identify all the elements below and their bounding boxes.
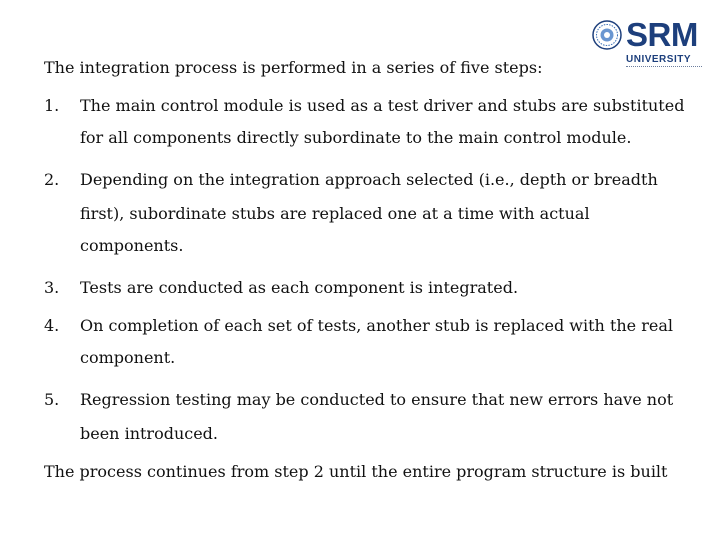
step-4-line-1: On completion of each set of tests, another stub is replaced with the real	[80, 316, 673, 335]
step-2-line-2: first), subordinate stubs are replaced one at a time with actual	[80, 204, 590, 223]
step-3-line-1: Tests are conducted as each component is integrated.	[80, 278, 519, 297]
srm-university-logo	[592, 14, 704, 76]
step-1-line-2: for all components directly subordinate to the main control module.	[80, 128, 632, 147]
step-5-line-2: been introduced.	[80, 424, 219, 443]
step-1-line-1: The main control module is used as a test driver and stubs are substituted	[80, 96, 685, 115]
step-5-line-1: Regression testing may be conducted to ensure that new errors have not	[80, 390, 674, 409]
logo-subtitle: UNIVERSITY	[626, 54, 692, 65]
step-2-line-3: components.	[80, 236, 184, 255]
step-1-number: 1.	[44, 96, 60, 115]
university-seal-icon	[592, 20, 622, 50]
logo-wordmark: SRM	[626, 16, 698, 53]
step-4-line-2: component.	[80, 348, 176, 367]
intro-text: The integration process is performed in a series of five steps:	[44, 58, 543, 77]
logo-tagline-mark	[626, 66, 702, 70]
step-3-number: 3.	[44, 278, 60, 297]
step-2-number: 2.	[44, 170, 60, 189]
step-2-line-1: Depending on the integration approach selected (i.e., depth or breadth	[80, 170, 658, 189]
step-4-number: 4.	[44, 316, 60, 335]
conclusion-text: The process continues from step 2 until the entire program structure is built	[44, 462, 668, 481]
step-5-number: 5.	[44, 390, 60, 409]
